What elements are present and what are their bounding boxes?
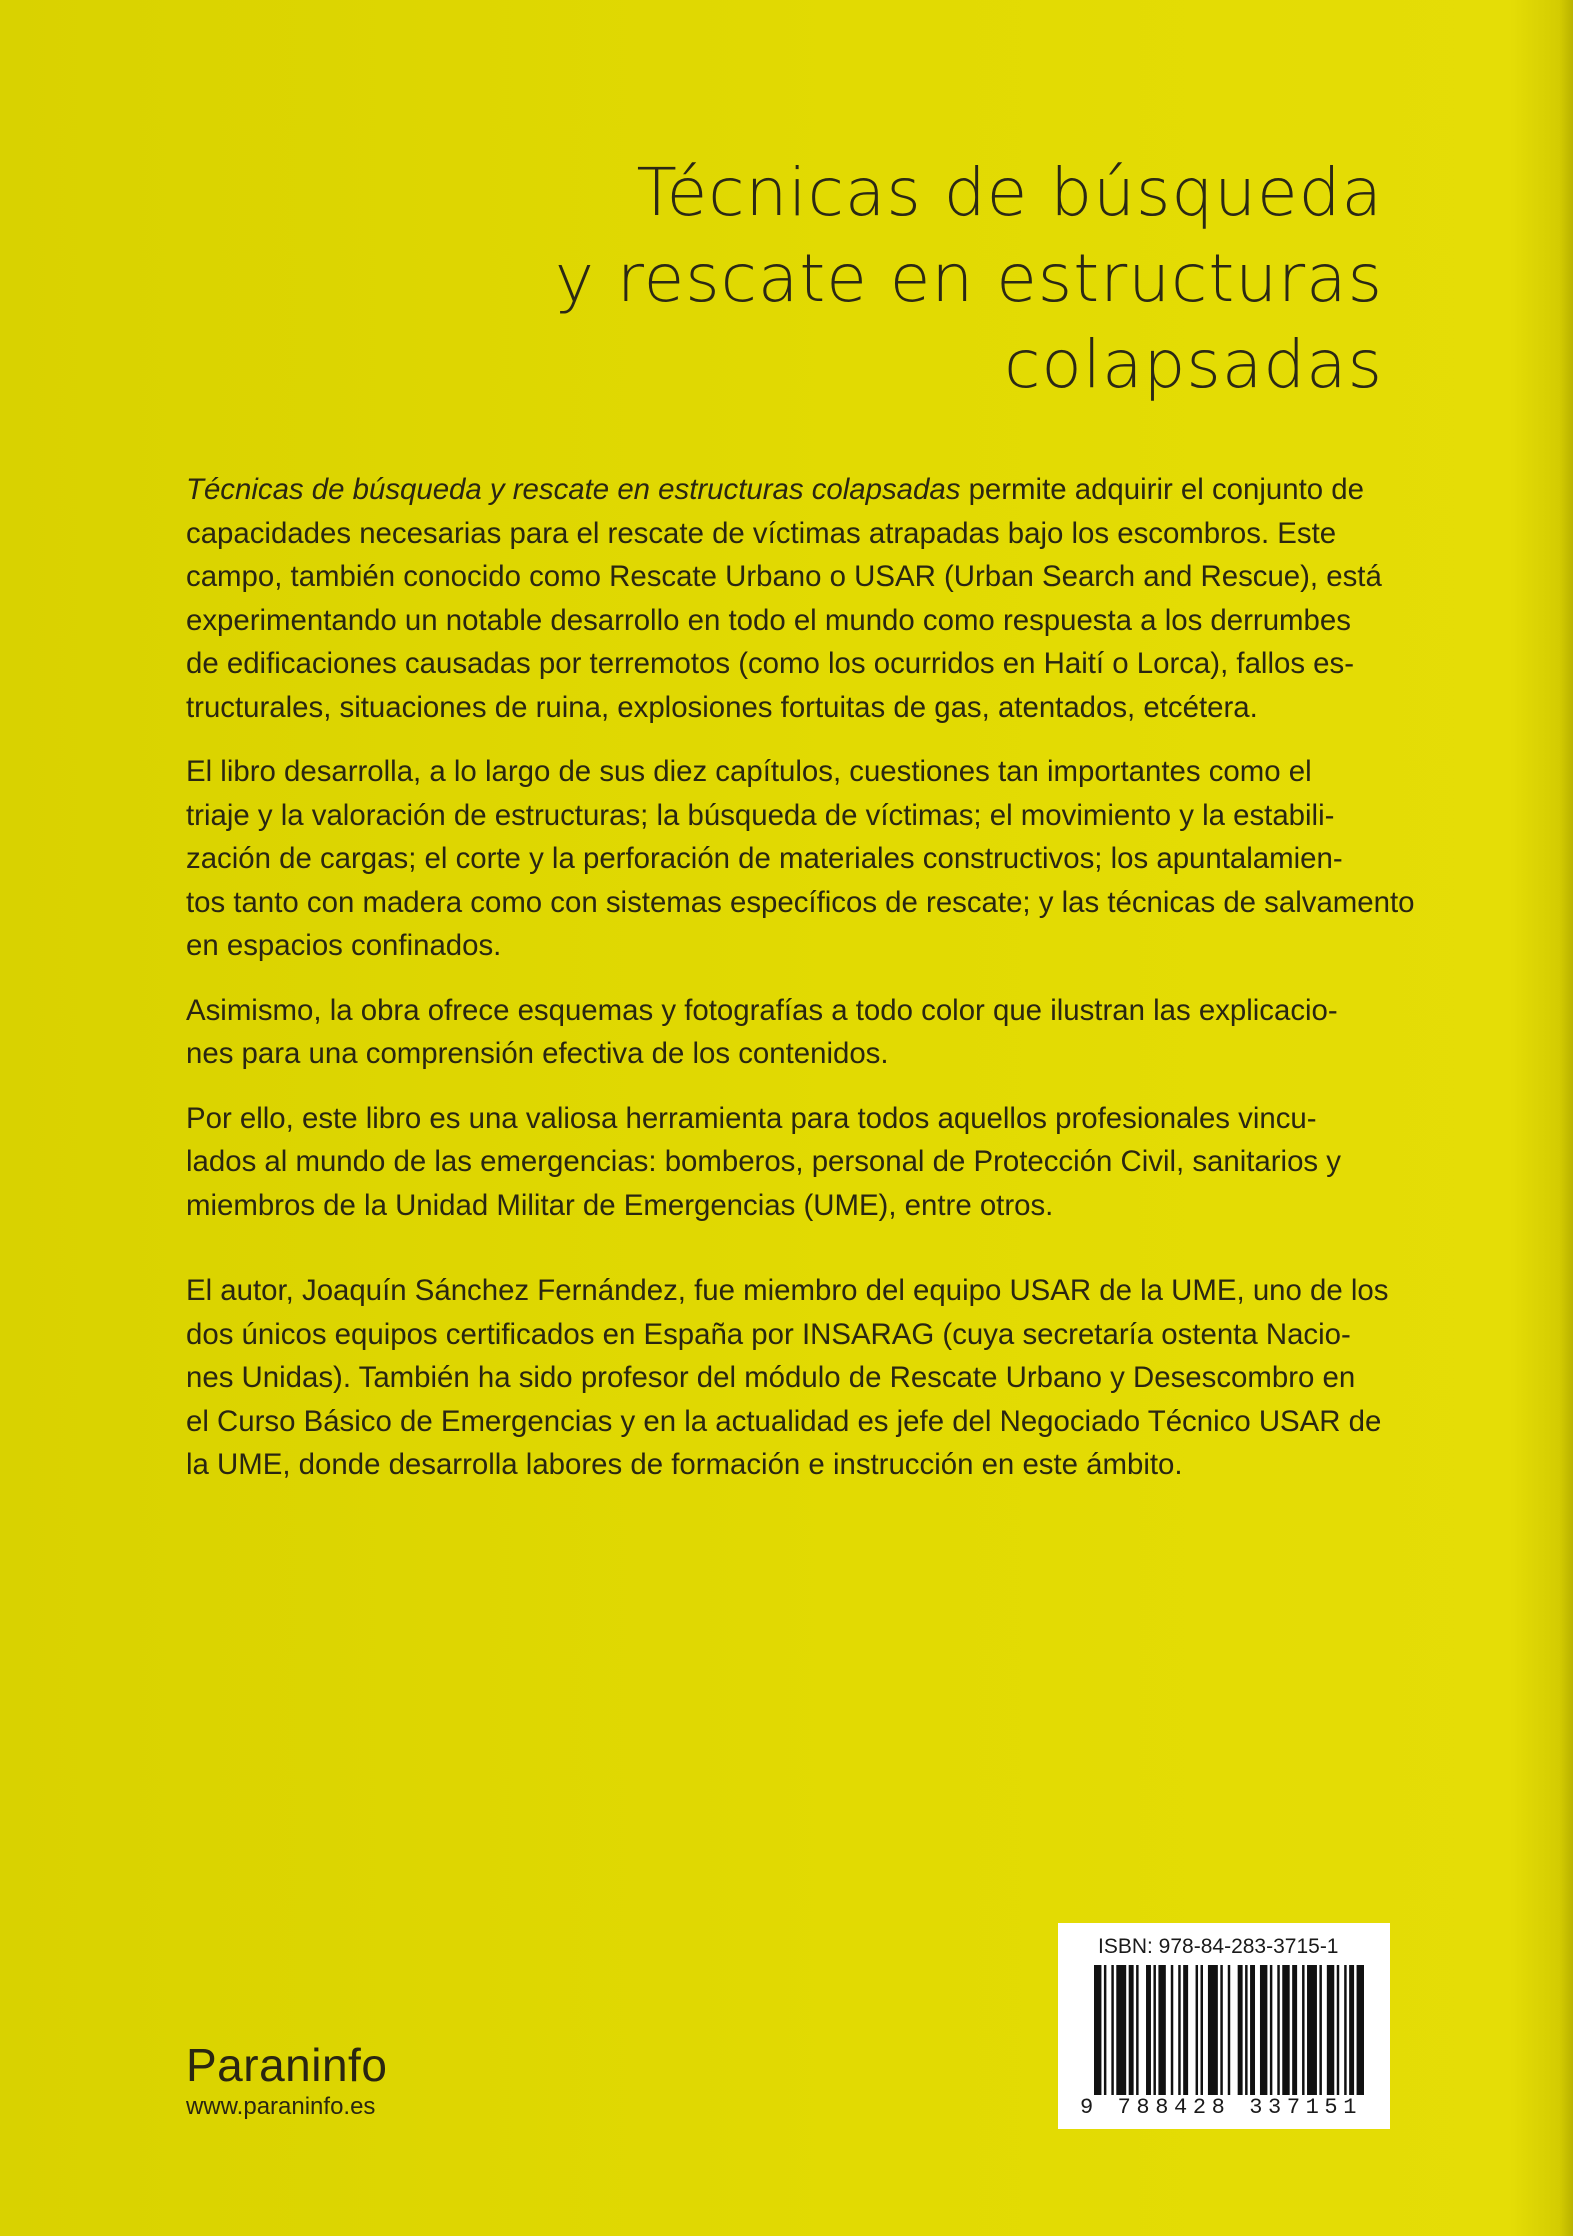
barcode-bar <box>1111 1965 1113 2095</box>
barcode-bar <box>1220 1965 1222 2095</box>
intro-line: tructurales, situaciones de ruina, explosiones fortuitas de gas, atentados, etcétera. <box>186 690 1258 724</box>
barcode-bar <box>1153 1965 1155 2095</box>
contents-line: en espacios confinados. <box>186 929 502 962</box>
barcode-bar <box>1129 1965 1134 2095</box>
author-paragraph <box>186 1269 1389 1487</box>
barcode-digits: 9 788428 337151 <box>1080 2095 1363 2120</box>
contents-line: tos tanto con madera como con sistemas específicos de rescate; y las técnicas de salvamento <box>186 885 1415 919</box>
barcode-bar <box>1208 1965 1218 2095</box>
barcode-bar <box>1357 1965 1364 2095</box>
barcode-bar <box>1245 1965 1247 2095</box>
cover-edge-shade <box>1559 0 1573 2236</box>
intro-paragraph <box>186 468 1386 729</box>
book-title <box>383 150 1383 408</box>
barcode-bar <box>1302 1965 1304 2095</box>
barcode-bar <box>1344 1965 1346 2095</box>
barcode-bar <box>1250 1965 1255 2095</box>
barcode-bar <box>1282 1965 1289 2095</box>
barcode-label <box>1058 1923 1390 2129</box>
contents-line: zación de cargas; el corte y la perforación de materiales constructivos; los apuntalamien- <box>186 842 1343 875</box>
author-line: El autor, Joaquín Sánchez Fernández, fue miembro del equipo USAR de la UME, uno de los <box>186 1274 1389 1307</box>
barcode-bars <box>1094 1965 1364 2095</box>
barcode-bar <box>1349 1965 1354 2095</box>
intro-line-1-rest: permite adquirir el conjunto de <box>960 473 1364 506</box>
contents-paragraph <box>186 750 1415 968</box>
audience-line: lados al mundo de las emergencias: bomberos, personal de Protección Civil, sanitarios y <box>186 1145 1341 1178</box>
barcode-bar <box>1094 1965 1101 2095</box>
intro-line: capacidades necesarias para el rescate de víctimas atrapadas bajo los escombros. Este <box>186 516 1337 550</box>
barcode-bar <box>1277 1965 1279 2095</box>
intro-line: campo, también conocido como Rescate Urbano o USAR (Urban Search and Rescue), está <box>186 560 1382 593</box>
publisher-block <box>186 2040 387 2124</box>
audience-paragraph <box>186 1097 1386 1228</box>
barcode-bar <box>1146 1965 1151 2095</box>
intro-line: experimentando un notable desarrollo en todo el mundo como respuesta a los derrumbes <box>186 603 1351 637</box>
barcode-bar <box>1171 1965 1173 2095</box>
barcode-bar <box>1104 1965 1106 2095</box>
barcode-bar <box>1228 1965 1230 2095</box>
barcode-bar <box>1238 1965 1243 2095</box>
author-line: la UME, donde desarrolla labores de formación e instrucción en este ámbito. <box>186 1448 1183 1481</box>
author-line: nes Unidas). También ha sido profesor del módulo de Rescate Urbano y Desescombro en <box>186 1361 1356 1394</box>
barcode-bar <box>1116 1965 1126 2095</box>
contents-line: El libro desarrolla, a lo largo de sus diez capítulos, cuestiones tan importantes como el <box>186 755 1312 788</box>
barcode-bar <box>1327 1965 1334 2095</box>
blurb <box>186 468 1415 1508</box>
barcode-bar <box>1292 1965 1297 2095</box>
isbn-text: ISBN: 978-84-283-3715-1 <box>1098 1935 1339 1958</box>
barcode-bar <box>1270 1965 1272 2095</box>
publisher-logo-name: Paraninfo <box>186 2039 388 2091</box>
barcode-bar <box>1201 1965 1203 2095</box>
barcode-bar <box>1136 1965 1138 2095</box>
title-line-1: Técnicas de búsqueda <box>636 154 1383 231</box>
barcode-bar <box>1196 1965 1198 2095</box>
audience-line: miembros de la Unidad Militar de Emergencias (UME), entre otros. <box>186 1188 1054 1222</box>
publisher-url: www.paraninfo.es <box>186 2093 376 2120</box>
barcode-bar <box>1183 1965 1188 2095</box>
title-line-2: y rescate en estructuras <box>554 240 1383 317</box>
title-line-3: colapsadas <box>1004 326 1383 403</box>
barcode-bar <box>1158 1965 1165 2095</box>
barcode-bar <box>1178 1965 1180 2095</box>
audience-line: Por ello, este libro es una valiosa herramienta para todos aquellos profesionales vincu- <box>186 1101 1317 1135</box>
illustrations-line: Asimismo, la obra ofrece esquemas y fotografías a todo color que ilustran las explicacio- <box>186 993 1338 1027</box>
author-line: el Curso Básico de Emergencias y en la actualidad es jefe del Negociado Técnico USAR de <box>186 1404 1382 1438</box>
barcode-bar <box>1260 1965 1267 2095</box>
illustrations-line: nes para una comprensión efectiva de los contenidos. <box>186 1037 889 1070</box>
contents-line: triaje y la valoración de estructuras; la búsqueda de víctimas; el movimiento y la estabili- <box>186 798 1335 832</box>
barcode-bar <box>1319 1965 1321 2095</box>
illustrations-paragraph <box>186 989 1386 1076</box>
intro-line: de edificaciones causadas por terremotos (como los ocurridos en Haití o Lorca), fallos es- <box>186 647 1355 680</box>
intro-italic-title: Técnicas de búsqueda y rescate en estructuras colapsadas <box>186 473 961 506</box>
barcode-bar <box>1337 1965 1339 2095</box>
barcode-bar <box>1307 1965 1317 2095</box>
author-line: dos únicos equipos certificados en España por INSARAG (cuya secretaría ostenta Nacio- <box>186 1317 1351 1351</box>
intro-line-1 <box>186 468 1386 512</box>
